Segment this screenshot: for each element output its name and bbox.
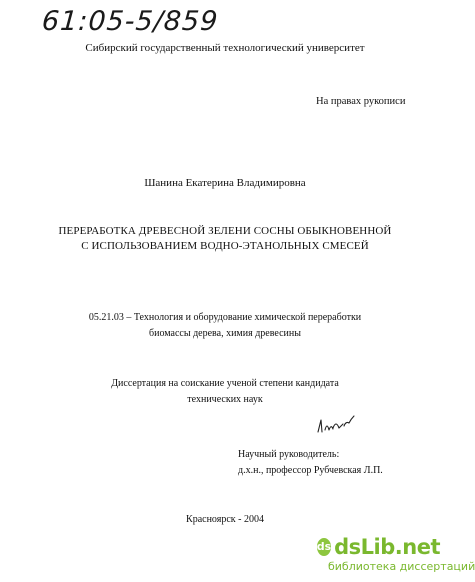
degree-line-2: технических наук bbox=[187, 394, 263, 405]
watermark-subtitle: библиотека диссертаций bbox=[328, 560, 475, 573]
signature-icon bbox=[316, 414, 356, 436]
specialty-line-2: биомассы дерева, химия древесины bbox=[149, 328, 301, 339]
watermark-brand: dsLib.net bbox=[334, 535, 440, 559]
thesis-title-line-1: ПЕРЕРАБОТКА ДРЕВЕСНОЙ ЗЕЛЕНИ СОСНЫ ОБЫКНОВЕННОЙ bbox=[58, 225, 392, 237]
specialty-line-1: 05.21.03 – Технология и оборудование химической переработки bbox=[88, 312, 362, 323]
degree-line-1: Диссертация на соискание ученой степени кандидата bbox=[111, 378, 339, 389]
supervisor-name: д.х.н., профессор Рубчевская Л.П. bbox=[238, 465, 383, 476]
university-name: Сибирский государственный технологический университет bbox=[85, 42, 365, 54]
city-year: Красноярск - 2004 bbox=[186, 514, 264, 525]
dslib-logo-icon: ds bbox=[317, 538, 331, 556]
supervisor-label: Научный руководитель: bbox=[238, 449, 340, 460]
author-name: Шанина Екатерина Владимировна bbox=[144, 177, 306, 189]
thesis-title-line-2: С ИСПОЛЬЗОВАНИЕМ ВОДНО-ЭТАНОЛЬНЫХ СМЕСЕЙ bbox=[81, 240, 369, 252]
archive-code: 61:05-5/859 bbox=[40, 6, 220, 37]
watermark[interactable] bbox=[316, 535, 475, 576]
rights-note: На правах рукописи bbox=[316, 96, 406, 107]
